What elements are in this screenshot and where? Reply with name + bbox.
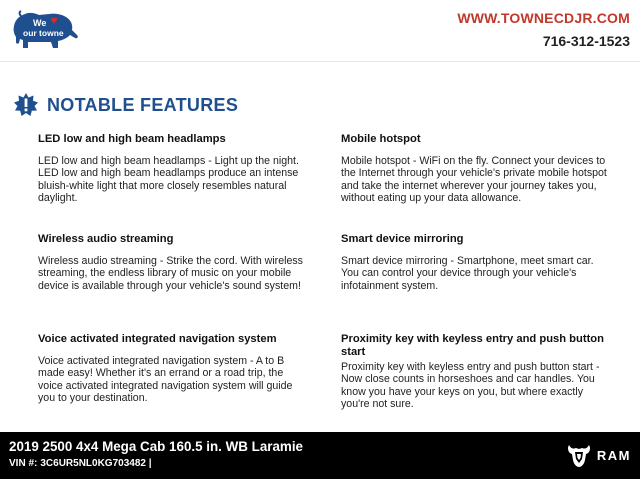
dealer-logo[interactable] (11, 8, 81, 56)
feature-description: LED low and high beam headlamps - Light up the night. LED low and high beam headlamps produce an intense bluish-white light that more closely resembles natural daylight. (38, 155, 299, 204)
page-header (0, 0, 640, 62)
feature-title: Wireless audio streaming (38, 233, 174, 245)
vin-number: 3C6UR5NL0KG703482 | (40, 458, 152, 469)
feature-item (38, 133, 308, 204)
feature-title: LED low and high beam headlamps (38, 133, 226, 145)
ram-brand-logo (567, 442, 631, 468)
feature-item (38, 233, 308, 292)
ram-head-icon (567, 442, 591, 468)
feature-item (341, 233, 611, 292)
feature-item (341, 133, 611, 204)
dealer-website-link[interactable]: WWW.TOWNECDJR.COM (457, 10, 630, 26)
feature-item (38, 333, 308, 404)
logo-line1: We (33, 18, 47, 28)
feature-title: Voice activated integrated navigation system (38, 333, 277, 345)
feature-title: Smart device mirroring (341, 233, 464, 245)
vehicle-title: 2019 2500 4x4 Mega Cab 160.5 in. WB Laramie (9, 439, 304, 454)
feature-description: Voice activated integrated navigation system - A to B made easy! Whether it's an errand or a road trip, the voice activated integrated navigation system will guide you to your destination. (38, 355, 293, 404)
notable-features-header (14, 92, 238, 118)
feature-title: Proximity key with keyless entry and push button start (341, 333, 604, 358)
logo-line2: our towne (23, 28, 64, 38)
feature-description: Mobile hotspot - WiFi on the fly. Connect your devices to the Internet through your vehicle's private mobile hotspot and take the internet wherever your journey takes you, without eating up your data allowance. (341, 155, 607, 204)
feature-description: Wireless audio streaming - Strike the cord. With wireless streaming, the endless library of music on your mobile device is available through your vehicle's sound system! (38, 255, 303, 292)
vin-label: VIN #: (9, 458, 38, 469)
feature-description: Smart device mirroring - Smartphone, meet smart car. You can control your device through your vehicle's infotainment system. (341, 255, 594, 292)
ram-wordmark: RAM (596, 447, 631, 463)
vin-line (9, 458, 152, 469)
section-title: NOTABLE FEATURES (47, 94, 239, 115)
info-burst-icon (14, 93, 38, 117)
dealer-phone[interactable]: 716-312-1523 (542, 33, 630, 49)
feature-title: Mobile hotspot (341, 133, 421, 145)
feature-item (341, 333, 611, 410)
feature-description: Proximity key with keyless entry and push button start - Now close counts in horseshoes and car handles. You know you have your keys on you, but where exactly you're not sure. (341, 361, 600, 410)
vehicle-footer (0, 432, 640, 479)
